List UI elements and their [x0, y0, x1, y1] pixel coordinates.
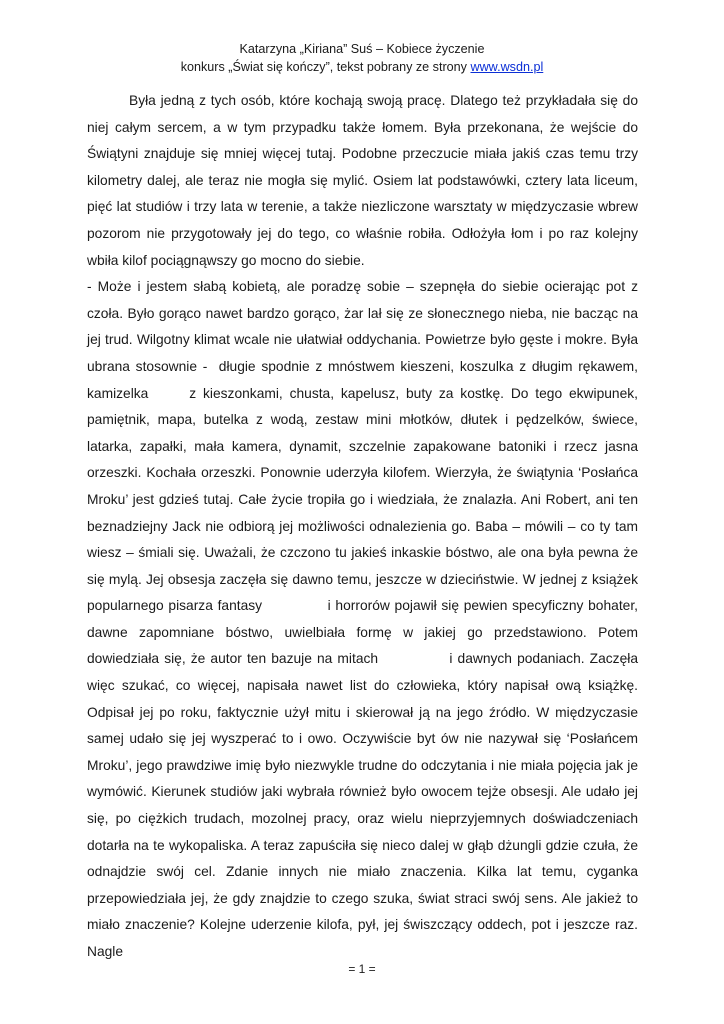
- header-source-line: [0, 58, 724, 76]
- paragraph-2: - Może i jestem słabą kobietą, ale poradzę sobie – szepnęła do siebie ocierając pot z czoła. Było gorąco nawet bardzo gorąco, żar lał się ze słonecznego nieba, nie bacząc na jej trud. Wilgotny klimat wcale nie ułatwiał oddychania. Powietrze było gęste i mokre. Była ubrana stosownie - długie spodnie z mnóstwem kieszeni, koszulka z długim rękawem, kamizelka z kieszonkami, chusta, kapelusz, buty za kostkę. Do tego ekwipunek, pamiętnik, mapa, butelka z wodą, zestaw mini młotków, dłutek i pędzelków, świece, latarka, zapałki, mała kamera, dynamit, szczelnie zapakowane batoniki i rzecz jasna orzeszki. Kochała orzeszki. Ponownie uderzyła kilofem. Wierzyła, że świątynia ‘Posłańca Mroku’ jest gdzieś tutaj. Całe życie tropiła go i wiedziała, że znalazła. Ani Robert, ani ten beznadziejny Jack nie odbiorą jej możliwości odnalezienia go. Baba – mówili – co ty tam wiesz – śmiali się. Uważali, że czczono tu jakieś inkaskie bóstwo, ale ona była pewna że się mylą. Jej obsesja zaczęła się dawno temu, jeszcze w dzieciństwie. W jednej z książek popularnego pisarza fantasy i horrorów pojawił się pewien specyficzny bohater, dawne zapomniane bóstwo, uwielbiała formę w jakiej go przedstawiono. Potem dowiedziała się, że autor ten bazuje na mitach i dawnych podaniach. Zaczęła więc szukać, co więcej, napisała nawet list do człowieka, który napisał ową książkę. Odpisał jej po roku, faktycznie użył mitu i skierował ją na jego źródło. W międzyczasie samej udało się jej wyszperać to i owo. Oczywiście byt ów nie nazywał się ‘Posłańcem Mroku’, jego prawdziwe imię było niezwykle trudne do odczytania i nie miała pojęcia jak je wymówić. Kierunek studiów jaki wybrała również było owocem tejże obsesji. Ale udało jej się, po ciężkich trudach, mozolnej pracy, oraz wielu nieprzyjemnych doświadczeniach dotarła na te wykopaliska. A teraz zapuściła się nieco dalej w głąb dżungli gdzie czuła, że odnajdzie swój cel. Zdanie innych nie miało znaczenia. Kilka lat temu, cyganka przepowiedziała jej, że gdy znajdzie to czego szuka, świat straci swój sens. Ale jakież to miało znaczenie? Kolejne uderzenie kilofa, pył, jej świszczący oddech, pot i jeszcze raz. Nagle: [87, 279, 642, 959]
- header-source-text: konkurs „Świat się kończy”, tekst pobrany ze strony: [180, 60, 471, 74]
- document-body: [87, 88, 642, 966]
- document-header: [0, 40, 724, 76]
- source-link[interactable]: www.wsdn.pl: [470, 60, 544, 74]
- header-author-title: Katarzyna „Kiriana” Suś – Kobiece życzenie: [239, 42, 485, 56]
- paragraph-1: Była jedną z tych osób, które kochają swoją pracę. Dlatego też przykładała się do niej całym sercem, a w tym przypadku także łomem. Była przekonana, że wejście do Świątyni znajduje się mniej więcej tutaj. Podobne przeczucie miała jakiś czas temu trzy kilometry dalej, ale teraz nie mogła się mylić. Osiem lat podstawówki, cztery lata liceum, pięć lat studiów i trzy lata w terenie, a także niezliczone warsztaty w międzyczasie wbrew pozorom nie przygotowały jej do tego, co właśnie robiła. Odłożyła łom i po raz kolejny wbiła kilof pociągnąwszy go mocno do siebie.: [87, 93, 638, 268]
- page-number: = 1 =: [348, 962, 376, 976]
